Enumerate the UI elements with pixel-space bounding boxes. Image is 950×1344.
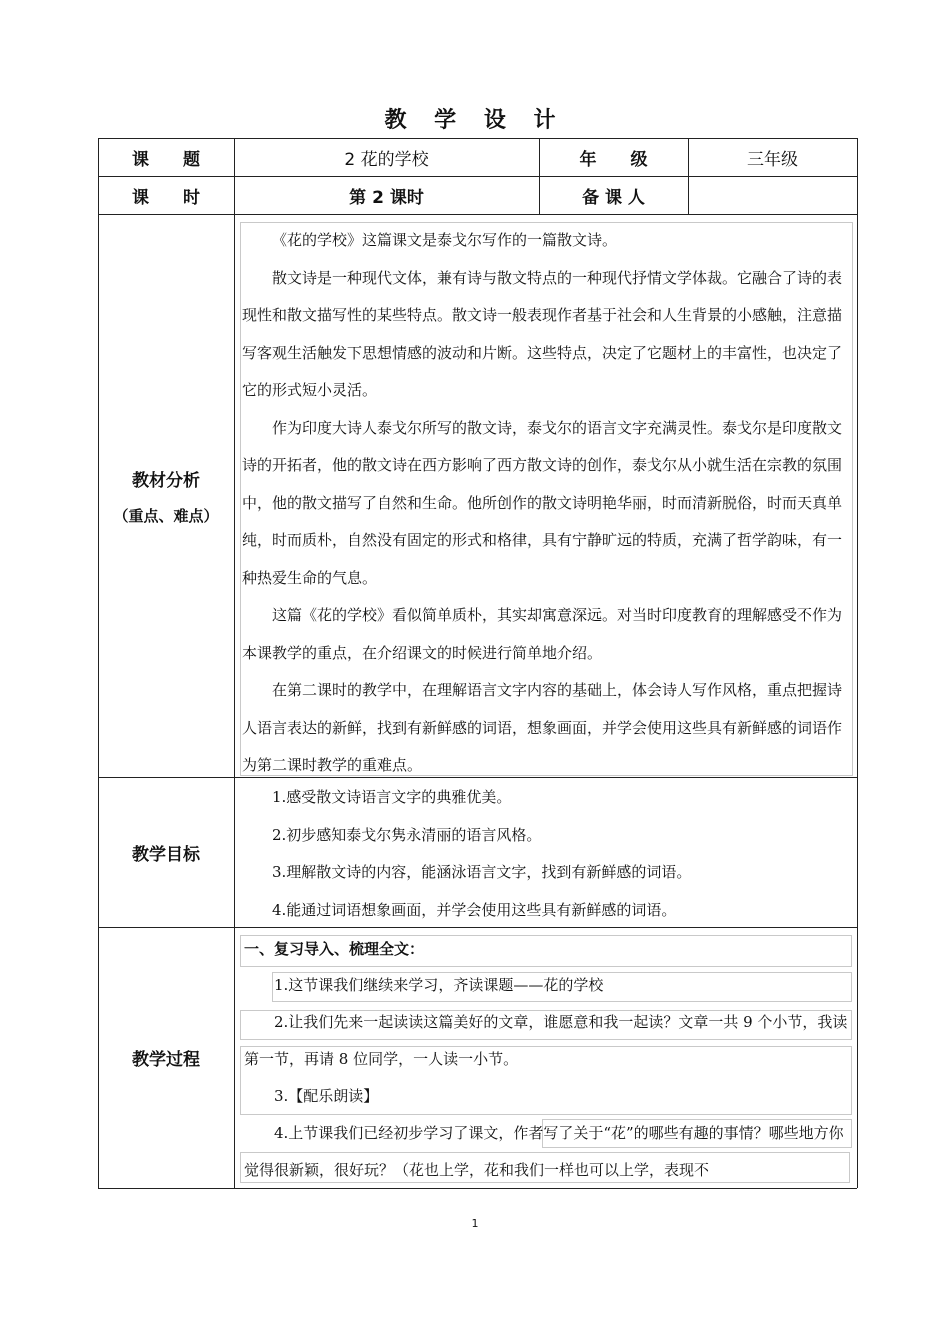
analysis-paragraph: 这篇《花的学校》看似简单质朴，其实却寓意深远。对当时印度教育的理解感受不作为本课教学的重点，在介绍课文的时候进行简单地介绍。 bbox=[242, 606, 843, 662]
teacher-label: 备 课 人 bbox=[582, 187, 645, 208]
process-label: 教学过程 bbox=[132, 1050, 200, 1070]
process-step-4: 4.上节课我们已经初步学习了课文，作者写了关于“花”的哪些有趣的事情？哪些地方你觉得很新颖，很好玩？（花也上学，花和我们一样也可以上学，表现不 bbox=[244, 1124, 844, 1179]
analysis-sublabel: （重点、难点） bbox=[113, 506, 219, 525]
objectives-label: 教学目标 bbox=[132, 844, 200, 865]
objective-item: 4.能通过词语想象画面，并学会使用这些具有新鲜感的词语。 bbox=[272, 900, 677, 919]
analysis-text bbox=[242, 222, 849, 785]
objective-item: 1.感受散文诗语言文字的典雅优美。 bbox=[272, 788, 512, 806]
objective-item: 3.理解散文诗的内容，能涵泳语言文字，找到有新鲜感的词语。 bbox=[272, 863, 692, 881]
process-step-3: 3.【配乐朗读】 bbox=[274, 1087, 379, 1105]
process-step-2: 2.让我们先来一起读读这篇美好的文章，谁愿意和我一起读？文章一共 9 个小节，我读第一节，再请 8 位同学，一人读一小节。 bbox=[244, 1013, 848, 1068]
page-number: 1 bbox=[471, 1217, 479, 1230]
analysis-label: 教材分析 bbox=[132, 470, 200, 491]
topic-label: 课 题 bbox=[132, 149, 200, 170]
process-section-title: 一、复习导入、梳理全文： bbox=[244, 940, 425, 958]
grade-value: 三年级 bbox=[747, 149, 798, 170]
analysis-paragraph: 作为印度大诗人泰戈尔所写的散文诗，泰戈尔的语言文字充满灵性。泰戈尔是印度散文诗的开拓者，他的散文诗在西方影响了西方散文诗的创作，泰戈尔从小就生活在宗教的氛围中，他的散文描写了自然和生命。他所创作的散文诗明艳华丽，时而清新脱俗，时而天真单纯，时而质朴，自然没有固定的形式和格律，具有宁静旷远的特质，充满了哲学韵味，有一种热爱生命的气息。 bbox=[242, 418, 843, 587]
process-step-1: 1.这节课我们继续来学习，齐读课题——花的学校 bbox=[274, 976, 604, 994]
analysis-paragraph: 散文诗是一种现代文体，兼有诗与散文特点的一种现代抒情文学体裁。它融合了诗的表现性和散文描写性的某些特点。散文诗一般表现作者基于社会和人生背景的小感触，注意描写客观生活触发下思想情感的波动和片断。这些特点，决定了它题材上的丰富性，也决定了它的形式短小灵活。 bbox=[242, 268, 843, 399]
period-label: 课 时 bbox=[132, 187, 200, 208]
grade-label: 年 级 bbox=[579, 149, 648, 170]
analysis-label-cell bbox=[98, 214, 234, 777]
analysis-paragraph: 《花的学校》这篇课文是泰戈尔写作的一篇散文诗。 bbox=[272, 231, 618, 249]
objective-item: 2.初步感知泰戈尔隽永清丽的语言风格。 bbox=[272, 825, 542, 844]
teacher-value bbox=[688, 176, 857, 214]
lesson-plan-table bbox=[98, 138, 857, 1188]
topic-value: 2 花的学校 bbox=[344, 149, 429, 170]
period-value: 第 2 课时 bbox=[349, 187, 424, 208]
objectives-list bbox=[242, 779, 849, 929]
analysis-paragraph: 在第二课时的教学中，在理解语言文字内容的基础上，体会诗人写作风格，重点把握诗人语言表达的新鲜，找到有新鲜感的词语，想象画面，并学会使用这些具有新鲜感的词语作为第二课时教学的重难点。 bbox=[242, 681, 843, 774]
document-title: 教 学 设 计 bbox=[384, 108, 566, 133]
